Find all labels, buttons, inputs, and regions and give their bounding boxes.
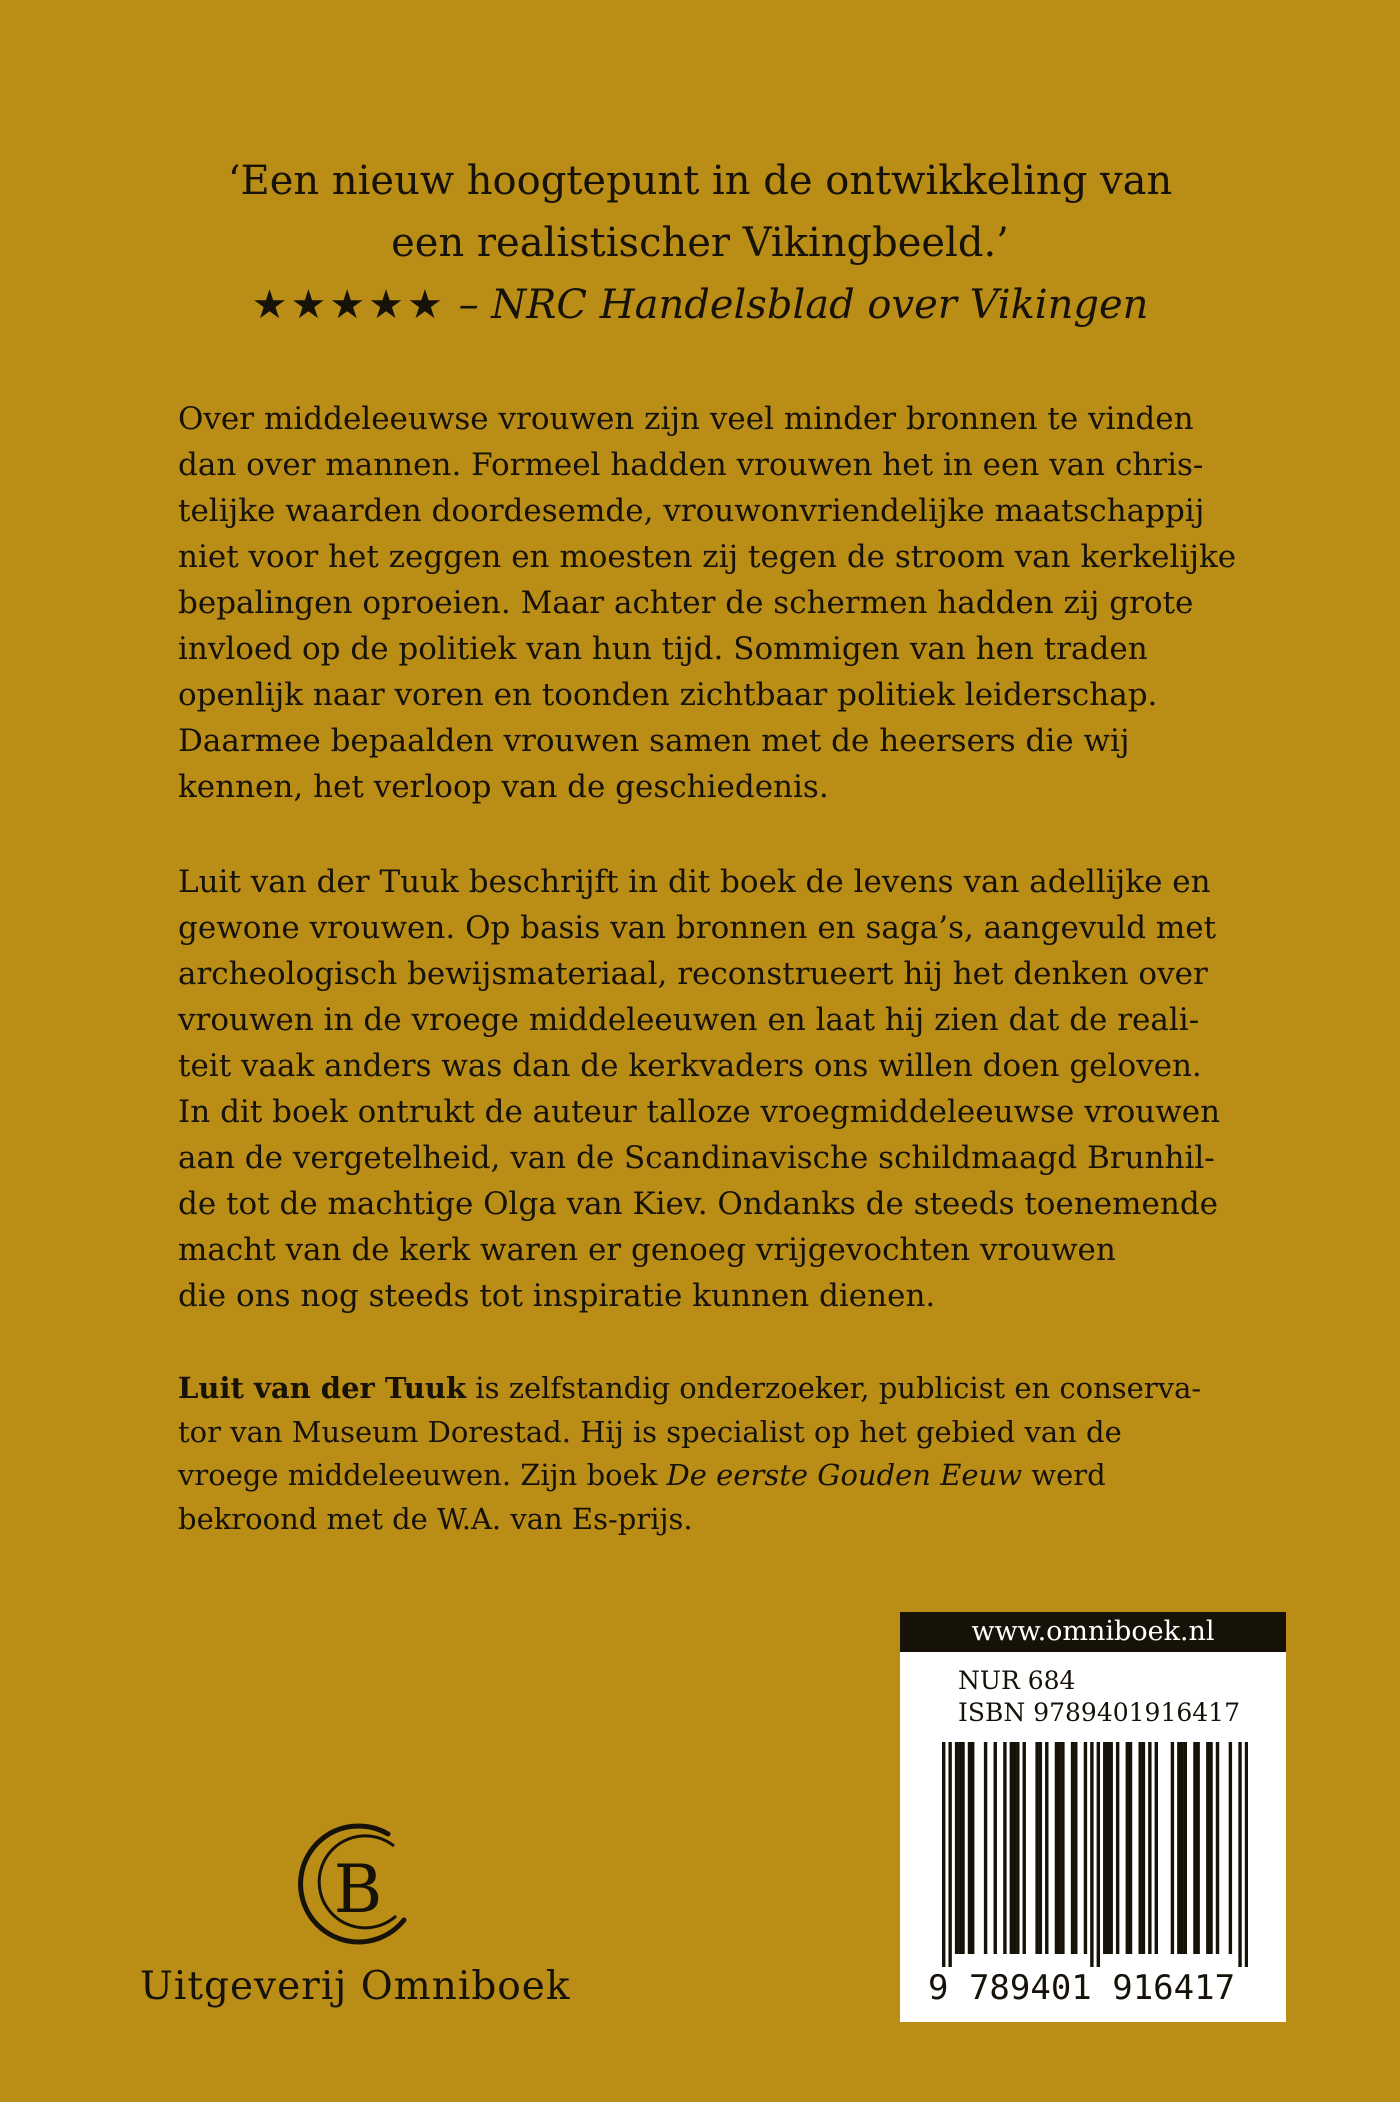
barcode-bar xyxy=(1126,1742,1129,1954)
text-line: bepalingen oproeien. Maar achter de schermen hadden zij grote xyxy=(178,585,1194,621)
barcode-bar xyxy=(1013,1742,1016,1954)
logo-letter: B xyxy=(333,1851,383,1928)
barcode-bar xyxy=(984,1742,987,1954)
text-line: Luit van der Tuuk beschrijft in dit boek de levens van adellijke en xyxy=(178,864,1211,900)
barcode-bar xyxy=(1097,1742,1100,1967)
text-line: die ons nog steeds tot inspiratie kunnen dienen. xyxy=(178,1278,936,1314)
barcode-bar xyxy=(1035,1742,1038,1954)
text-line: vrouwen in de vroege middeleeuwen en laat hij zien dat de reali- xyxy=(178,1002,1200,1038)
barcode-bar xyxy=(955,1742,958,1954)
publisher-logo-icon xyxy=(292,1820,422,1950)
text-line: openlijk naar voren en toonden zichtbaar politiek leiderschap. xyxy=(178,677,1158,713)
text-line: aan de vergetelheid, van de Scandinavische schildmaagd Brunhil- xyxy=(178,1140,1215,1176)
review-quote xyxy=(0,150,1400,336)
barcode-bar xyxy=(1184,1742,1187,1954)
bio-line: tor van Museum Dorestad. Hij is specialist op het gebied van de xyxy=(178,1414,1122,1449)
website-url: www.omniboek.nl xyxy=(900,1612,1286,1652)
barcode-bar xyxy=(1138,1742,1141,1954)
text-line: gewone vrouwen. Op basis van bronnen en saga’s, aangevuld met xyxy=(178,910,1217,946)
bio-text: vroege middeleeuwen. Zijn boek xyxy=(178,1458,667,1492)
barcode-bar xyxy=(1148,1742,1151,1954)
barcode-bar xyxy=(994,1742,997,1954)
barcode-bar xyxy=(1193,1742,1196,1954)
text-line: Over middeleeuwse vrouwen zijn veel minder bronnen te vinden xyxy=(178,401,1194,437)
barcode-bar xyxy=(958,1742,961,1954)
barcode-bar xyxy=(1206,1742,1209,1954)
barcode-bar xyxy=(1106,1742,1109,1954)
barcode-bar xyxy=(1010,1742,1013,1954)
quote-line: een realistischer Vikingbeeld.’ xyxy=(391,220,1009,266)
bio-line: bekroond met de W.A. van Es-prijs. xyxy=(178,1501,693,1536)
barcode-bar xyxy=(1058,1742,1061,1954)
bio-line xyxy=(178,1454,1258,1498)
text-line: kennen, het verloop van de geschiedenis. xyxy=(178,769,829,805)
text-line: Daarmee bepaalden vrouwen samen met de heersers die wij xyxy=(178,723,1130,759)
barcode-bar xyxy=(1074,1742,1077,1954)
barcode-bar xyxy=(1039,1742,1042,1954)
barcode-bar xyxy=(948,1742,951,1967)
text-line: macht van de kerk waren er genoeg vrijgevochten vrouwen xyxy=(178,1232,1116,1268)
barcode-bar xyxy=(1055,1742,1058,1954)
nur-code: NUR 684 xyxy=(958,1666,1076,1695)
text-line: invloed op de politiek van hun tijd. Sommigen van hen traden xyxy=(178,631,1148,667)
barcode-bar xyxy=(1209,1742,1212,1954)
bio-line xyxy=(178,1367,1258,1411)
text-line: In dit boek ontrukt de auteur talloze vroegmiddeleeuwse vrouwen xyxy=(178,1094,1221,1130)
barcode-icon xyxy=(942,1742,1248,1967)
barcode-bar xyxy=(1084,1742,1087,1954)
barcode-bar xyxy=(1090,1742,1093,1967)
isbn-code: ISBN 9789401916417 xyxy=(958,1698,1240,1727)
text-line: dan over mannen. Formeel hadden vrouwen het in een van chris- xyxy=(178,447,1204,483)
text-line: teit vaak anders was dan de kerkvaders ons willen doen geloven. xyxy=(178,1048,1202,1084)
text-line: archeologisch bewijsmateriaal, reconstrueert hij het denken over xyxy=(178,956,1208,992)
text-line: niet voor het zeggen en moesten zij tegen de stroom van kerkelijke xyxy=(178,539,1237,575)
barcode-bar xyxy=(1238,1742,1241,1967)
text-line: telijke waarden doordesemde, vrouwonvriendelijke maatschappij xyxy=(178,493,1205,529)
quote-attribution: – NRC Handelsblad over Vikingen xyxy=(458,282,1149,328)
barcode-bar xyxy=(1061,1742,1064,1954)
barcode-bar xyxy=(1180,1742,1183,1954)
barcode-bar xyxy=(942,1742,945,1967)
barcode-bar xyxy=(1071,1742,1074,1954)
barcode-bar xyxy=(1229,1742,1232,1954)
barcode-bar xyxy=(1116,1742,1119,1954)
book-title: De eerste Gouden Eeuw xyxy=(666,1458,1023,1492)
barcode-bar xyxy=(961,1742,964,1954)
bio-text: werd xyxy=(1022,1458,1106,1492)
barcode-panel xyxy=(900,1612,1286,2022)
barcode-bar xyxy=(1129,1742,1132,1954)
barcode-bar xyxy=(1103,1742,1106,1954)
barcode-bar xyxy=(1016,1742,1019,1954)
barcode-bar xyxy=(1155,1742,1158,1954)
barcode-digits: 9 789401 916417 xyxy=(928,1968,1236,2008)
barcode-bar xyxy=(1177,1742,1180,1954)
barcode-bar xyxy=(1245,1742,1248,1967)
author-name: Luit van der Tuuk xyxy=(178,1371,467,1405)
text-line: de tot de machtige Olga van Kiev. Ondanks de steeds toenemende xyxy=(178,1186,1219,1222)
barcode-bar xyxy=(1142,1742,1145,1954)
barcode-bar xyxy=(968,1742,971,1954)
barcode-bar xyxy=(1196,1742,1199,1954)
author-bio xyxy=(178,1367,1258,1541)
bio-text: is zelfstandig onderzoeker, publicist en conserva- xyxy=(466,1371,1202,1405)
barcode-bar xyxy=(1109,1742,1112,1954)
star-rating: ★★★★★ xyxy=(251,282,446,328)
description-paragraph-2 xyxy=(178,859,1258,1319)
quote-line: ‘Een nieuw hoogtepunt in de ontwikkeling van xyxy=(227,158,1173,204)
barcode-bar xyxy=(1023,1742,1026,1954)
quote-attribution-line xyxy=(0,274,1400,336)
barcode-bar xyxy=(1003,1742,1006,1954)
barcode-bar xyxy=(1171,1742,1174,1954)
description-paragraph-1 xyxy=(178,396,1258,810)
barcode-bar xyxy=(1045,1742,1048,1954)
publisher-name: Uitgeverij Omniboek xyxy=(140,1964,571,2009)
barcode-bar xyxy=(971,1742,974,1954)
barcode-bar xyxy=(1216,1742,1219,1954)
